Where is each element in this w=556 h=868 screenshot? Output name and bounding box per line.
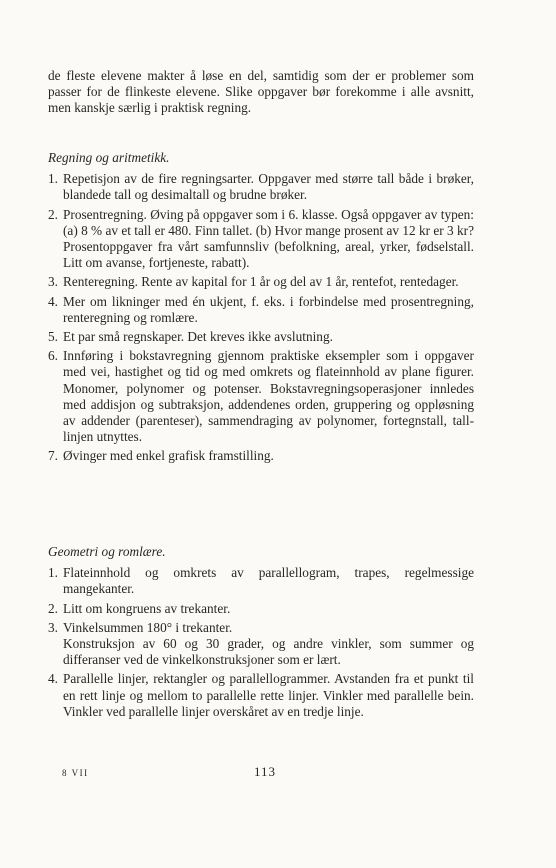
list-item — [48, 171, 474, 203]
item-number: 2. — [48, 600, 58, 616]
geometry-list — [48, 565, 474, 720]
list-item — [48, 565, 474, 597]
item-number: 4. — [48, 671, 58, 687]
item-text: Et par små regnskaper. Det kreves ikke avslutning. — [63, 329, 333, 345]
list-item — [48, 294, 474, 326]
page-number: 113 — [254, 764, 277, 779]
item-text: Renteregning. Rente av kapital for 1 år og del av 1 år, rentefot, rentedager. — [63, 274, 459, 290]
item-text: Vinkelsummen 180° i trekanter. — [63, 619, 233, 635]
list-item — [48, 448, 474, 464]
section-geometry — [48, 544, 474, 723]
item-text-continued: Konstruksjon av 60 og 30 grader, og andre vinkler, som summer og differanser ved de vinkelkonstruksjoner som er lært. — [63, 636, 474, 668]
section-heading-arithmetic: Regning og aritmetikk. — [48, 150, 170, 165]
list-item — [48, 601, 474, 617]
section-arithmetic — [48, 150, 474, 468]
signature-mark: 8 VII — [62, 768, 89, 778]
item-number: 1. — [48, 171, 58, 187]
list-item — [48, 207, 474, 272]
item-number: 2. — [48, 206, 58, 222]
item-text: Parallelle linjer, rektangler og parallellogrammer. Avstanden fra et punkt til en rett linje og mellom to parallelle rette linjer. Vinkler med parallelle bein. Vinkler ved parallelle linjer overskåret av en tredje linje. — [63, 671, 474, 719]
item-number: 4. — [48, 293, 58, 309]
item-text: Flateinnhold og omkrets av parallellogram, trapes, regelmessige mangekanter. — [63, 565, 474, 597]
item-number: 6. — [48, 348, 58, 364]
item-text: Innføring i bokstavregning gjennom praktiske eksempler som i oppgaver med vei, hastighet og tid og med omkrets og flateinnhold av plane figurer. Monomer, polynomer og potenser. Bokstavregningsoperasjoner innledes med addisjon og subtraksjon, addendenes orden, gruppering og oppløsning av addender (parenteser), sammendraging av polynomer, fortegnstall, tall-linjen utnyttes. — [63, 348, 474, 445]
section-heading-geometry: Geometri og romlære. — [48, 544, 166, 559]
list-item — [48, 671, 474, 720]
item-number: 5. — [48, 329, 58, 345]
item-number: 3. — [48, 274, 58, 290]
list-item — [48, 329, 474, 345]
item-text: Mer om likninger med én ukjent, f. eks. i forbindelse med prosentregning, renteregning og romlære. — [63, 293, 474, 325]
intro-paragraph — [48, 68, 474, 117]
item-number: 3. — [48, 619, 58, 635]
item-number: 7. — [48, 448, 58, 464]
list-item — [48, 620, 474, 669]
item-number: 1. — [48, 565, 58, 581]
list-item — [48, 274, 474, 290]
item-text: Prosentregning. Øving på oppgaver som i 6. klasse. Også oppgaver av typen: (a) 8 % av et tall er 480. Finn tallet. (b) Hvor mange prosent av 12 kr er 3 kr? Prosentoppgaver fra vårt samfunnsliv (befolkning, areal, yrker, fødselstall. Litt om avanse, fortjeneste, rabatt). — [63, 206, 474, 271]
item-text: Litt om kongruens av trekanter. — [63, 600, 231, 616]
list-item — [48, 348, 474, 445]
item-text: Repetisjon av de fire regningsarter. Oppgaver med større tall både i brøker, blandede tall og desimaltall og brudne brøker. — [63, 171, 474, 203]
item-text: Øvinger med enkel grafisk framstilling. — [63, 448, 274, 464]
intro-text: de fleste elevene makter å løse en del, samtidig som der er problemer som passer for de flinkeste elevene. Slike oppgaver bør forekomme i alle avsnitt, men kanskje særlig i praktisk regning. — [48, 68, 474, 116]
arithmetic-list — [48, 171, 474, 464]
